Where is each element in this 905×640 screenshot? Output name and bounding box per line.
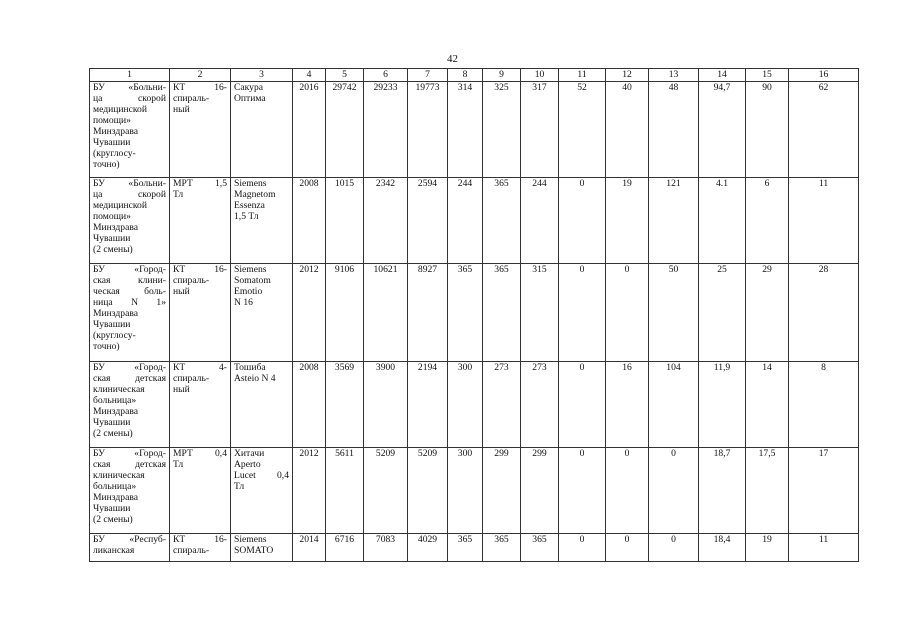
value-cell: 2008: [293, 178, 326, 264]
cell-line: помощи»: [93, 211, 131, 222]
cell-line: 1,5 Тл: [234, 211, 259, 222]
equipment-model-cell: [231, 362, 293, 448]
value-cell: 29233: [364, 82, 408, 178]
value-cell: 28: [789, 264, 859, 362]
column-number: 1: [90, 69, 170, 82]
institution-cell: [90, 448, 170, 534]
cell-line: (2 смены): [93, 514, 133, 525]
cell-line: спираль-: [173, 545, 210, 556]
value-cell: 0: [559, 534, 606, 562]
cell-line: спираль-: [173, 275, 210, 286]
value-cell: 300: [448, 448, 483, 534]
value-cell: 365: [483, 534, 521, 562]
column-number: 9: [483, 69, 521, 82]
cell-line: Чувашии: [93, 417, 131, 428]
value-cell: 2594: [408, 178, 448, 264]
cell-line: Чувашии: [93, 233, 131, 244]
value-cell: 8927: [408, 264, 448, 362]
value-cell: 244: [521, 178, 559, 264]
value-cell: 315: [521, 264, 559, 362]
value-cell: 17,5: [746, 448, 789, 534]
institution-cell: [90, 82, 170, 178]
value-cell: 94,7: [699, 82, 746, 178]
value-cell: 4.1: [699, 178, 746, 264]
value-cell: 25: [699, 264, 746, 362]
value-cell: 3569: [326, 362, 364, 448]
value-cell: 19: [606, 178, 649, 264]
cell-line: Оптима: [234, 93, 266, 104]
cell-line: точно): [93, 341, 120, 352]
cell-line: (2 смены): [93, 244, 133, 255]
column-number: 14: [699, 69, 746, 82]
column-number: 5: [326, 69, 364, 82]
institution-cell: [90, 534, 170, 562]
value-cell: 0: [606, 534, 649, 562]
column-number: 8: [448, 69, 483, 82]
value-cell: 3900: [364, 362, 408, 448]
cell-line: ская детская: [93, 373, 166, 384]
column-number: 7: [408, 69, 448, 82]
cell-line: КТ 4-: [173, 362, 227, 373]
value-cell: 19773: [408, 82, 448, 178]
value-cell: 2012: [293, 448, 326, 534]
cell-line: Asteio N 4: [234, 373, 276, 384]
table-row: [90, 448, 859, 534]
cell-line: больница»: [93, 481, 137, 492]
value-cell: 2012: [293, 264, 326, 362]
cell-line: (круглосу-: [93, 330, 136, 341]
column-number: 16: [789, 69, 859, 82]
page-number: 42: [447, 53, 458, 65]
value-cell: 0: [649, 534, 699, 562]
cell-line: ца скорой: [93, 189, 166, 200]
value-cell: 2342: [364, 178, 408, 264]
column-number: 3: [231, 69, 293, 82]
equipment-model-cell: [231, 264, 293, 362]
cell-line: Emotio: [234, 286, 263, 297]
cell-line: КТ 16-: [173, 264, 227, 275]
cell-line: ликанская: [93, 545, 135, 556]
cell-line: Siemens: [234, 178, 267, 189]
value-cell: 5209: [408, 448, 448, 534]
cell-line: ская детская: [93, 459, 166, 470]
value-cell: 325: [483, 82, 521, 178]
cell-line: МРТ 1,5: [173, 178, 227, 189]
value-cell: 0: [606, 448, 649, 534]
value-cell: 104: [649, 362, 699, 448]
equipment-model-cell: [231, 534, 293, 562]
cell-line: Тл: [173, 459, 184, 470]
equipment-type-cell: [170, 362, 231, 448]
cell-line: SOMATO: [234, 545, 274, 556]
cell-line: спираль-: [173, 373, 210, 384]
value-cell: 121: [649, 178, 699, 264]
value-cell: 365: [448, 264, 483, 362]
cell-line: Essenza: [234, 200, 265, 211]
cell-line: ческая боль-: [93, 286, 166, 297]
cell-line: клиническая: [93, 384, 145, 395]
column-number: 6: [364, 69, 408, 82]
value-cell: 7083: [364, 534, 408, 562]
cell-line: Чувашии: [93, 503, 131, 514]
value-cell: 365: [483, 264, 521, 362]
cell-line: Тл: [234, 481, 245, 492]
cell-line: Минздрава: [93, 492, 139, 503]
equipment-type-cell: [170, 178, 231, 264]
value-cell: 62: [789, 82, 859, 178]
value-cell: 0: [559, 362, 606, 448]
value-cell: 365: [521, 534, 559, 562]
cell-line: БУ «Больни-: [93, 82, 166, 93]
table-row: [90, 534, 859, 562]
cell-line: КТ 16-: [173, 534, 227, 545]
cell-line: больница»: [93, 395, 137, 406]
value-cell: 244: [448, 178, 483, 264]
cell-line: Минздрава: [93, 126, 139, 137]
equipment-type-cell: [170, 534, 231, 562]
cell-line: Минздрава: [93, 222, 139, 233]
cell-line: клиническая: [93, 470, 145, 481]
value-cell: 29: [746, 264, 789, 362]
cell-line: Минздрава: [93, 406, 139, 417]
column-number: 4: [293, 69, 326, 82]
value-cell: 52: [559, 82, 606, 178]
cell-line: БУ «Город-: [93, 362, 166, 373]
value-cell: 19: [746, 534, 789, 562]
cell-line: Сакура: [234, 82, 264, 93]
value-cell: 11: [789, 534, 859, 562]
cell-line: БУ «Город-: [93, 264, 166, 275]
cell-line: БУ «Больни-: [93, 178, 166, 189]
column-number: 11: [559, 69, 606, 82]
value-cell: 29742: [326, 82, 364, 178]
value-cell: 40: [606, 82, 649, 178]
value-cell: 0: [559, 178, 606, 264]
value-cell: 299: [521, 448, 559, 534]
cell-line: спираль-: [173, 93, 210, 104]
value-cell: 273: [483, 362, 521, 448]
table-row: [90, 264, 859, 362]
value-cell: 300: [448, 362, 483, 448]
cell-line: Чувашии: [93, 319, 131, 330]
column-number: 15: [746, 69, 789, 82]
cell-line: БУ «Город-: [93, 448, 166, 459]
value-cell: 50: [649, 264, 699, 362]
cell-line: медицинской: [93, 104, 147, 115]
cell-line: КТ 16-: [173, 82, 227, 93]
value-cell: 48: [649, 82, 699, 178]
cell-line: помощи»: [93, 115, 131, 126]
column-number: 12: [606, 69, 649, 82]
cell-line: N 16: [234, 297, 253, 308]
value-cell: 299: [483, 448, 521, 534]
value-cell: 18,4: [699, 534, 746, 562]
cell-line: МРТ 0,4: [173, 448, 227, 459]
column-number-row: [90, 69, 859, 82]
value-cell: 0: [649, 448, 699, 534]
table-row: [90, 82, 859, 178]
cell-line: ская клини-: [93, 275, 166, 286]
value-cell: 6716: [326, 534, 364, 562]
cell-line: Somatom: [234, 275, 271, 286]
cell-line: ница N 1»: [93, 297, 166, 308]
table-row: [90, 362, 859, 448]
value-cell: 11: [789, 178, 859, 264]
equipment-type-cell: [170, 82, 231, 178]
value-cell: 0: [606, 264, 649, 362]
cell-line: Magnetom: [234, 189, 276, 200]
value-cell: 317: [521, 82, 559, 178]
value-cell: 10621: [364, 264, 408, 362]
cell-line: Хитачи: [234, 448, 265, 459]
equipment-model-cell: [231, 448, 293, 534]
cell-line: (2 смены): [93, 428, 133, 439]
value-cell: 5209: [364, 448, 408, 534]
cell-line: Тл: [173, 189, 184, 200]
cell-line: Тошиба: [234, 362, 266, 373]
cell-line: Lucet 0,4: [234, 470, 289, 481]
value-cell: 16: [606, 362, 649, 448]
value-cell: 14: [746, 362, 789, 448]
value-cell: 2194: [408, 362, 448, 448]
value-cell: 365: [448, 534, 483, 562]
value-cell: 9106: [326, 264, 364, 362]
equipment-table: [89, 68, 859, 562]
column-number: 13: [649, 69, 699, 82]
cell-line: Минздрава: [93, 308, 139, 319]
value-cell: 365: [483, 178, 521, 264]
value-cell: 90: [746, 82, 789, 178]
value-cell: 18,7: [699, 448, 746, 534]
table-row: [90, 178, 859, 264]
cell-line: точно): [93, 159, 120, 170]
cell-line: ный: [173, 286, 190, 297]
value-cell: 0: [559, 448, 606, 534]
institution-cell: [90, 362, 170, 448]
equipment-model-cell: [231, 178, 293, 264]
value-cell: 273: [521, 362, 559, 448]
institution-cell: [90, 264, 170, 362]
value-cell: 6: [746, 178, 789, 264]
value-cell: 2008: [293, 362, 326, 448]
value-cell: 2016: [293, 82, 326, 178]
institution-cell: [90, 178, 170, 264]
column-number: 2: [170, 69, 231, 82]
cell-line: Siemens: [234, 264, 267, 275]
value-cell: 314: [448, 82, 483, 178]
value-cell: 5611: [326, 448, 364, 534]
cell-line: БУ «Респуб-: [93, 534, 166, 545]
cell-line: Чувашии: [93, 137, 131, 148]
cell-line: Aperto: [234, 459, 261, 470]
equipment-type-cell: [170, 264, 231, 362]
cell-line: ный: [173, 104, 190, 115]
cell-line: медицинской: [93, 200, 147, 211]
cell-line: ный: [173, 384, 190, 395]
cell-line: Siemens: [234, 534, 267, 545]
value-cell: 11,9: [699, 362, 746, 448]
value-cell: 1015: [326, 178, 364, 264]
value-cell: 8: [789, 362, 859, 448]
value-cell: 4029: [408, 534, 448, 562]
cell-line: (круглосу-: [93, 148, 136, 159]
value-cell: 0: [559, 264, 606, 362]
value-cell: 17: [789, 448, 859, 534]
cell-line: ца скорой: [93, 93, 166, 104]
column-number: 10: [521, 69, 559, 82]
equipment-type-cell: [170, 448, 231, 534]
equipment-model-cell: [231, 82, 293, 178]
value-cell: 2014: [293, 534, 326, 562]
